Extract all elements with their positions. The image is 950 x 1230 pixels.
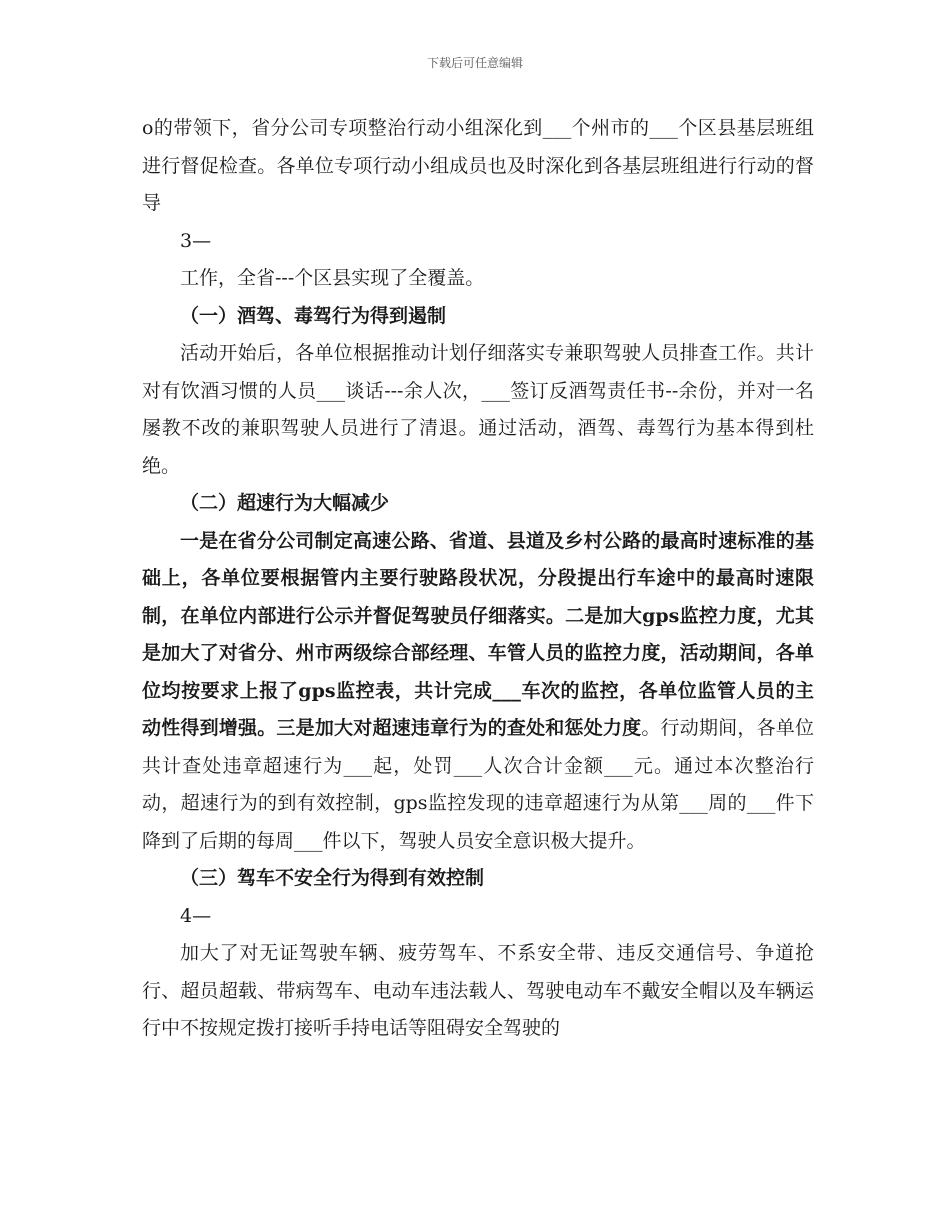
section-heading-1: （一）酒驾、毒驾行为得到遏制	[180, 304, 447, 327]
paragraph-5: 加大了对无证驾驶车辆、疲劳驾车、不系安全带、违反交通信号、争道抢行、超员超载、带病驾车、电动车违法载人、驾驶电动车不戴安全帽以及车辆运行中不按规定拨打接听手持电话等阻碍安全驾驶的	[142, 942, 814, 1039]
paragraph-1: o的带领下，省分公司专项整治行动小组深化到___个州市的___个区县基层班组进行督促检查。各单位专项行动小组成员也及时深化到各基层班组进行行动的督导	[142, 117, 814, 214]
paragraph-3: 活动开始后，各单位根据推动计划仔细落实专兼职驾驶人员排查工作。共计对有饮酒习惯的人员___谈话---余人次，___签订反酒驾责任书--余份，并对一名屡教不改的兼职驾驶人员进行了清退。通过活动，酒驾、毒驾行为基本得到杜绝。	[142, 342, 814, 477]
paragraph-4-normal: 。行动期间，各单位共计查处违章超速行为___起，处罚___人次合计金额___元。通过本次整治行动，超速行为的到有效控制，gps监控发现的违章超速行为从第___周的___件下降到了后期的每周___件以下，驾驶人员安全意识极大提升。	[142, 717, 814, 852]
page-marker-3: 3—	[180, 229, 212, 252]
section-heading-2: （二）超速行为大幅减少	[180, 492, 390, 514]
section-heading-3: （三）驾车不安全行为得到有效控制	[180, 867, 485, 889]
paragraph-2: 工作，全省---个区县实现了全覆盖。	[180, 267, 485, 289]
document-body	[142, 110, 814, 1048]
paragraph-4	[142, 523, 814, 861]
paragraph-4-bold: 一是在省分公司制定高速公路、省道、县道及乡村公路的最高时速标准的基础上，各单位要根据管内主要行驶路段状况，分段提出行车途中的最高时速限制，在单位内部进行公示并督促驾驶员仔细落实。二是加大gps监控力度，尤其是加大了对省分、州市两级综合部经理、车管人员的监控力度，活动期间，各单位均按要求上报了gps监控表，共计完成___车次的监控，各单位监管人员的主动性得到增强。三是加大对超速违章行为的查处和惩处力度	[142, 529, 814, 739]
page-header: 下载后可任意编辑	[426, 56, 523, 70]
page-marker-4: 4—	[180, 904, 212, 927]
